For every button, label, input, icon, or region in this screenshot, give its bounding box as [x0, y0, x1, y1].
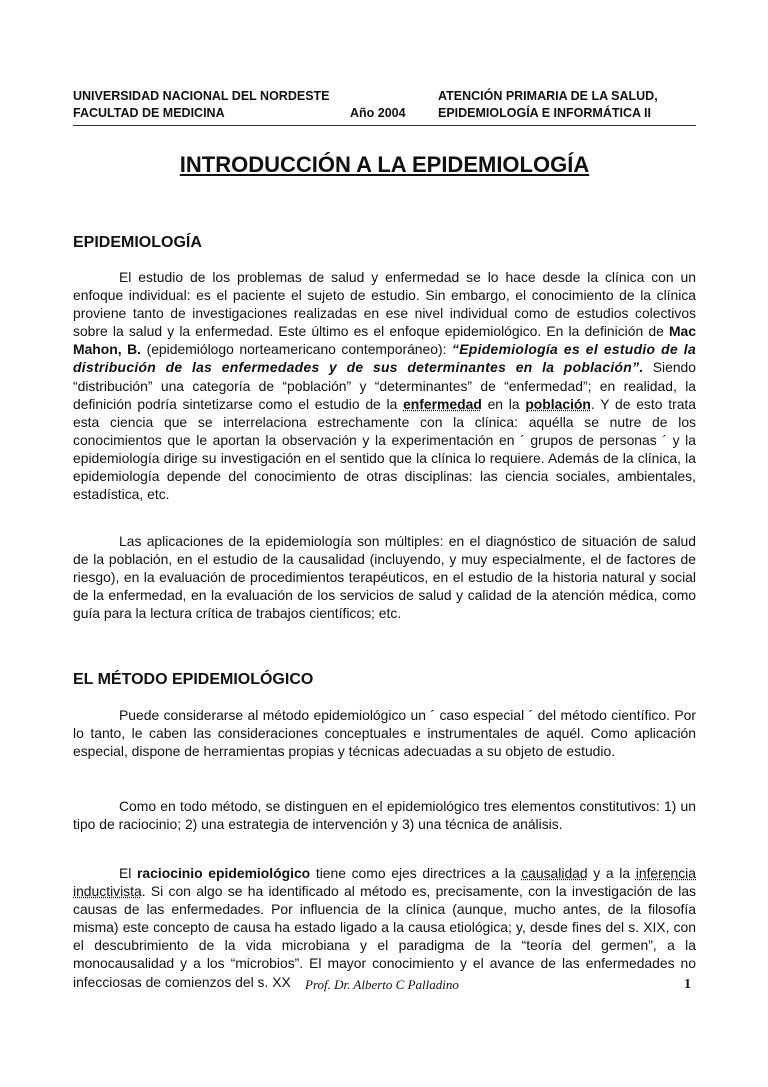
section-heading-metodo: EL MÉTODO EPIDEMIOLÓGICO	[73, 671, 314, 688]
header-course	[438, 88, 658, 122]
header-course-line2: EPIDEMIOLOGÍA E INFORMÁTICA II	[438, 106, 651, 120]
header-university: UNIVERSIDAD NACIONAL DEL NORDESTE	[73, 89, 330, 103]
keyword-causalidad: causalidad	[521, 865, 588, 881]
paragraph-elementos: Como en todo método, se distinguen en el epidemiológico tres elementos constitutivos: 1) un tipo de raciocinio; 2) una estrategia de intervención y 3) una técnica de análisis.	[73, 798, 696, 833]
keyword-inductivista: inductivista	[73, 883, 142, 900]
text-run: . Y de esto trata esta ciencia que se interrelaciona estrechamente con la clínica: aquélla se nutre de los conocimientos que le aportan la observación y la experimentación en ´ grupos de personas ´ y la epidemiología dirige su investigación en el sentido que la clínica lo requiere. Además de la clínica, la epidemiología depende del conocimiento de otras disciplinas: las ciencia sociales, ambientales, estadística, etc.	[73, 395, 696, 503]
text-run: . Si con algo se ha identificado al método es, precisamente, con la investigación de las causas de las enfermedades. Por influencia de la clínica (aunque, mucho antes, de la filosofía misma) este concepto de causa ha estado ligado a la causa etiológica; y, desde fines del s. XIX, con el descubrimiento de la vida microbiana y el paradigma de la “teoría del germen”, a la monocausalidad y a los “microbios”. El mayor conocimiento y el avance de las enfermedades no infecciosas de comienzos del s. XX	[73, 883, 696, 990]
keyword-poblacion: población	[525, 395, 591, 412]
definition-quote: “Epidemiología es el estudio de la distribución de las enfermedades y de sus determinantes en la población”.	[73, 341, 696, 376]
text-run: El	[119, 865, 138, 881]
author-name: Mac Mahon, B.	[73, 323, 696, 358]
text-run: El estudio de los problemas de salud y enfermedad se lo hace desde la clínica con un enfoque individual: es el paciente el sujeto de estudio. Sin embargo, el conocimiento de la clínica proviene tanto de investigaciones realizadas en ese nivel individual como de estudios colectivos sobre la salud y la enfermedad. Este último es el enfoque epidemiológico. En la definición de	[73, 269, 696, 340]
header-course-line1: ATENCIÓN PRIMARIA DE LA SALUD,	[438, 89, 658, 103]
text-run: en la	[481, 395, 526, 412]
footer-author: Prof. Dr. Alberto C Palladino	[305, 977, 459, 992]
header-institution	[73, 88, 330, 122]
header-year: Año 2004	[350, 106, 406, 120]
text-run: tiene como ejes directrices a la	[310, 865, 522, 881]
text-run: y a la	[587, 865, 636, 881]
page-number: 1	[684, 977, 691, 992]
section-heading-epidemiologia: EPIDEMIOLOGÍA	[73, 234, 202, 251]
paragraph-raciocinio	[73, 864, 696, 991]
paragraph-metodo-especial: Puede considerarse al método epidemiológico un ´ caso especial ´ del método científico. Por lo tanto, le caben las consideraciones conceptuales e instrumentales de aquél. Como aplicación especial, dispone de herramientas propias y técnicas adecuadas a su objeto de estudio.	[73, 707, 696, 760]
text-run: Siendo “distribución” una categoría de “población” y “determinantes” de “enfermedad”; en realidad, la definición podría sintetizarse como el estudio de la	[73, 359, 696, 412]
paragraph-aplicaciones: Las aplicaciones de la epidemiología son múltiples: en el diagnóstico de situación de salud de la población, en el estudio de la causalidad (incluyendo, y muy especialmente, el de factores de riesgo), en la evaluación de procedimientos terapéuticos, en el estudio de la historia natural y social de la enfermedad, en la evaluación de los servicios de salud y calidad de la atención médica, como guía para la lectura crítica de trabajos científicos; etc.	[73, 533, 696, 622]
keyword-enfermedad: enfermedad	[403, 395, 482, 412]
text-run: (epidemiólogo norteamericano contemporáneo):	[141, 341, 452, 358]
term-raciocinio: raciocinio epidemiológico	[137, 865, 311, 881]
paragraph-epidemiologia-definition	[73, 268, 696, 503]
header-divider	[73, 125, 696, 126]
document-title: INTRODUCCIÓN A LA EPIDEMIOLOGÍA	[179, 152, 590, 177]
keyword-inferencia: inferencia	[635, 865, 696, 881]
header-faculty: FACULTAD DE MEDICINA	[73, 106, 225, 120]
